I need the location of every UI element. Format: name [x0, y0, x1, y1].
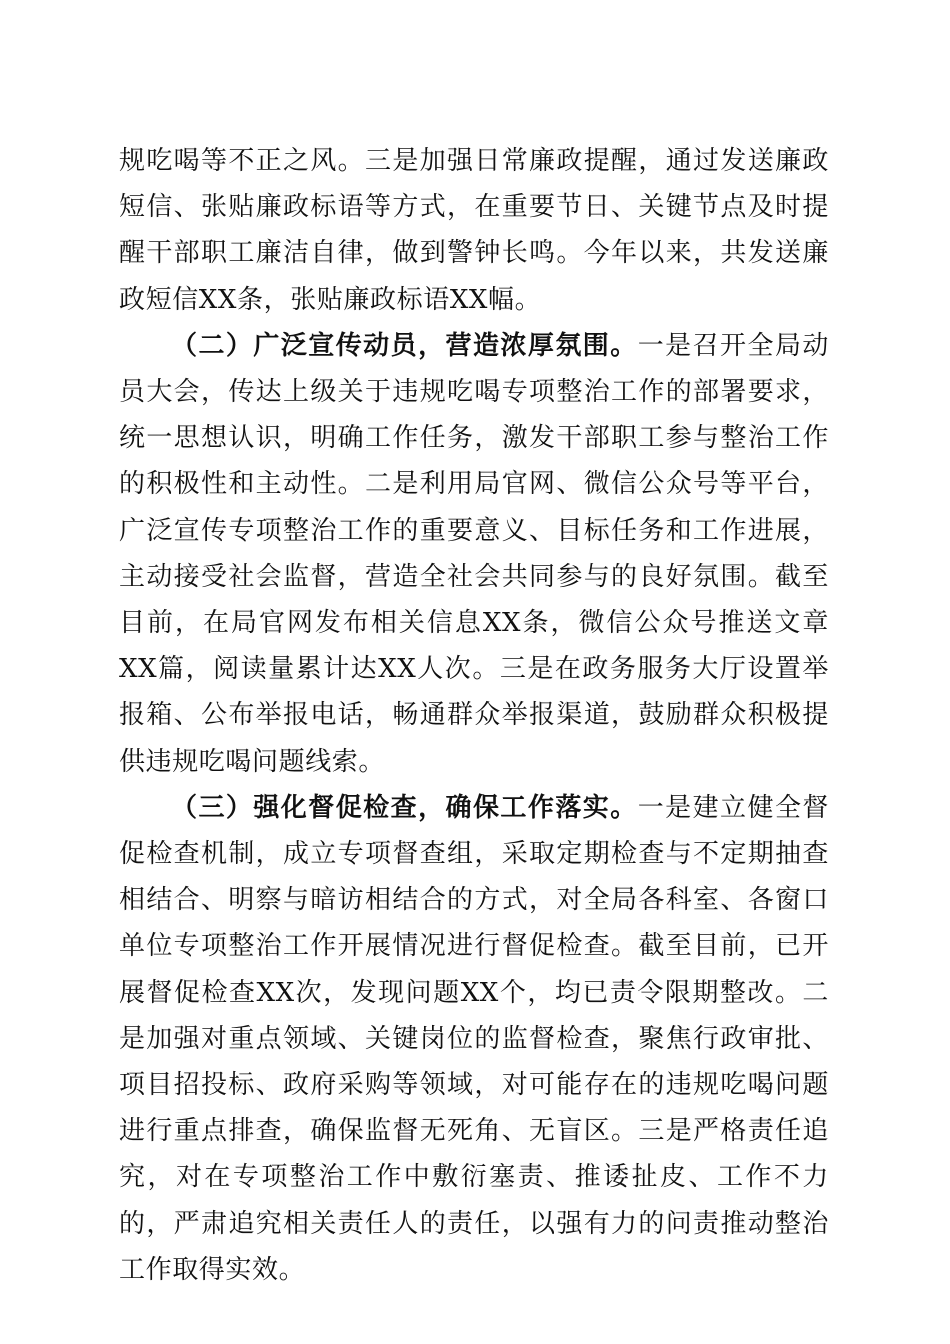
paragraph-continuation [119, 138, 829, 323]
paragraph-text: 规吃喝等不正之风。三是加强日常廉政提醒，通过发送廉政短信、张贴廉政标语等方式，在重要节日、关键节点及时提醒干部职工廉洁自律，做到警钟长鸣。今年以来，共发送廉政短信XX条，张贴廉政标语XX幅。 [119, 146, 829, 315]
document-body [119, 138, 829, 1293]
paragraph-text: 一是建立健全督促检查机制，成立专项督查组，采取定期检查与不定期抽查相结合、明察与暗访相结合的方式，对全局各科室、各窗口单位专项整治工作开展情况进行督促检查。截至目前，已开展督促检查XX次，发现问题XX个，均已责令限期整改。二是加强对重点领域、关键岗位的监督检查，聚焦行政审批、项目招投标、政府采购等领域，对可能存在的违规吃喝问题进行重点排查，确保监督无死角、无盲区。三是严格责任追究，对在专项整治工作中敷衍塞责、推诿扯皮、工作不力的，严肃追究相关责任人的责任，以强有力的问责推动整治工作取得实效。 [119, 792, 829, 1285]
section-heading: （二）广泛宣传动员，营造浓厚氛围。 [171, 330, 638, 361]
paragraph-text: 一是召开全局动员大会，传达上级关于违规吃喝专项整治工作的部署要求，统一思想认识，明确工作任务，激发干部职工参与整治工作的积极性和主动性。二是利用局官网、微信公众号等平台，广泛宣传专项整治工作的重要意义、目标任务和工作进展，主动接受社会监督，营造全社会共同参与的良好氛围。截至目前，在局官网发布相关信息XX条，微信公众号推送文章XX篇，阅读量累计达XX人次。三是在政务服务大厅设置举报箱、公布举报电话，畅通群众举报渠道，鼓励群众积极提供违规吃喝问题线索。 [119, 330, 829, 777]
section-heading: （三）强化督促检查，确保工作落实。 [171, 792, 638, 823]
paragraph-section-2 [119, 323, 829, 785]
paragraph-section-3 [119, 785, 829, 1293]
